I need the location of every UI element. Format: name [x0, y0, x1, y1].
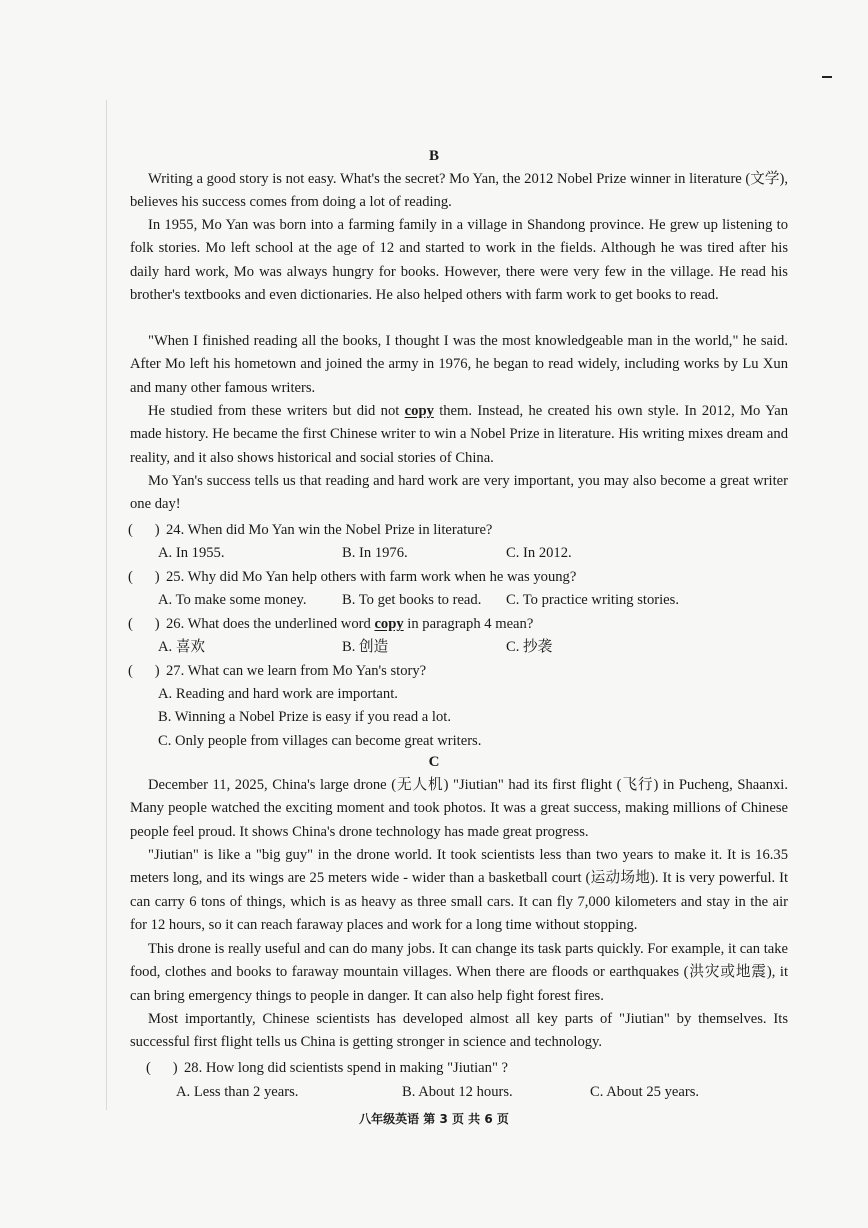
corner-mark — [822, 76, 832, 78]
c-paragraph-3: This drone is really useful and can do many jobs. It can change its task parts quickly. For example, it can take food, clothes and books to faraway mountain villages. When there are floods or earthquakes (洪灾或地震), it can bring emergency things to people in danger. It can also help fight forest fires. — [130, 941, 788, 1004]
section-c-title: C — [428, 754, 440, 770]
question-text: 27. What can we learn from Mo Yan's story? — [166, 663, 427, 679]
option-b: B. Winning a Nobel Prize is easy if you read a lot. — [158, 709, 451, 725]
option-c: C. To practice writing stories. — [506, 592, 679, 608]
question-25 — [128, 567, 576, 587]
option-c: C. 抄袭 — [506, 639, 553, 655]
question-text: 25. Why did Mo Yan help others with farm work when he was young? — [166, 569, 577, 585]
option-c: C. About 25 years. — [590, 1084, 700, 1100]
question-text: 26. What does the underlined word — [166, 616, 375, 632]
answer-blank[interactable]: ( ) — [128, 522, 160, 538]
b-paragraph-4 — [130, 400, 788, 470]
option-c: C. Only people from villages can become great writers. — [158, 733, 482, 749]
underlined-word-copy: copy — [404, 403, 434, 419]
question-text: 28. How long did scientists spend in making "Jiutian" ? — [184, 1060, 509, 1076]
section-b-title: B — [428, 148, 439, 164]
question-24-options — [158, 543, 758, 563]
b-p4-after: them. Instead, he created his own style. In 2012, Mo Yan made history. He became the first Chinese writer to win a Nobel Prize in literature. His writing mixes dream and reality, and it also shows historical and social stories of China. — [130, 403, 788, 466]
option-c: C. In 2012. — [506, 545, 572, 561]
b-paragraph-2: In 1955, Mo Yan was born into a farming family in a village in Shandong province. He grew up listening to folk stories. Mo left school at the age of 12 and started to work in the fields. Although he was tired after his daily hard work, Mo was always hungry for books. However, there were very few in the village. He read his brother's textbooks and even dictionaries. He also helped others with farm work to get books to read. — [130, 217, 788, 303]
underlined-word-copy: copy — [374, 616, 404, 632]
option-b: B. In 1976. — [342, 545, 408, 561]
option-a: A. 喜欢 — [158, 639, 206, 655]
question-25-options — [158, 590, 778, 610]
c-paragraph-1: December 11, 2025, China's large drone (无人机) "Jiutian" had its first flight (飞行) in Pucheng, Shaanxi. Many people watched the exciting moment and took photos. It was a great success, making millions of Chinese people feel proud. It shows China's drone technology has made great progress. — [130, 777, 788, 840]
question-24 — [128, 520, 492, 540]
option-b: B. About 12 hours. — [402, 1084, 513, 1100]
b-paragraph-1: Writing a good story is not easy. What's the secret? Mo Yan, the 2012 Nobel Prize winner in literature (文学), believes his success comes from doing a lot of reading. — [130, 171, 788, 211]
answer-blank[interactable]: ( ) — [146, 1060, 178, 1076]
option-a: A. Reading and hard work are important. — [158, 686, 398, 702]
option-a: A. In 1955. — [158, 545, 225, 561]
fold-line — [106, 100, 107, 1110]
option-b: B. 创造 — [342, 639, 389, 655]
answer-blank[interactable]: ( ) — [128, 663, 160, 679]
option-b: B. To get books to read. — [342, 592, 482, 608]
c-paragraph-2: "Jiutian" is like a "big guy" in the drone world. It took scientists less than two years to make it. It is 16.35 meters long, and its wings are 25 meters wide - wider than a basketball court (运动场地). It is very powerful. It can carry 6 tons of things, which is as heavy as three small cars. It can fly 7,000 kilometers and stay in the air for 12 hours, so it can reach faraway places and work for a long time without stopping. — [130, 847, 788, 933]
b-paragraph-3: "When I finished reading all the books, I thought I was the most knowledgeable man in the world," he said. After Mo left his hometown and joined the army in 1976, he began to read widely, including works by Lu Xun and many other famous writers. — [130, 333, 788, 396]
question-28-options — [176, 1082, 776, 1102]
answer-blank[interactable]: ( ) — [128, 616, 160, 632]
c-paragraph-4: Most importantly, Chinese scientists has developed almost all key parts of "Jiutian" by themselves. Its successful first flight tells us China is getting stronger in science and technology. — [130, 1011, 788, 1051]
answer-blank[interactable]: ( ) — [128, 569, 160, 585]
question-text: 24. When did Mo Yan win the Nobel Prize in literature? — [166, 522, 493, 538]
option-a: A. To make some money. — [158, 592, 307, 608]
b-p4-before: He studied from these writers but did not — [148, 403, 405, 419]
question-28 — [146, 1058, 508, 1078]
question-26-options — [158, 637, 758, 657]
question-text-end: in paragraph 4 mean? — [403, 616, 534, 632]
question-27 — [128, 661, 426, 681]
option-a: A. Less than 2 years. — [176, 1084, 299, 1100]
b-paragraph-5: Mo Yan's success tells us that reading and hard work are very important, you may also become a great writer one day! — [130, 473, 788, 513]
question-26 — [128, 614, 533, 634]
page-footer: 八年级英语 第 3 页 共 6 页 — [359, 1112, 509, 1126]
